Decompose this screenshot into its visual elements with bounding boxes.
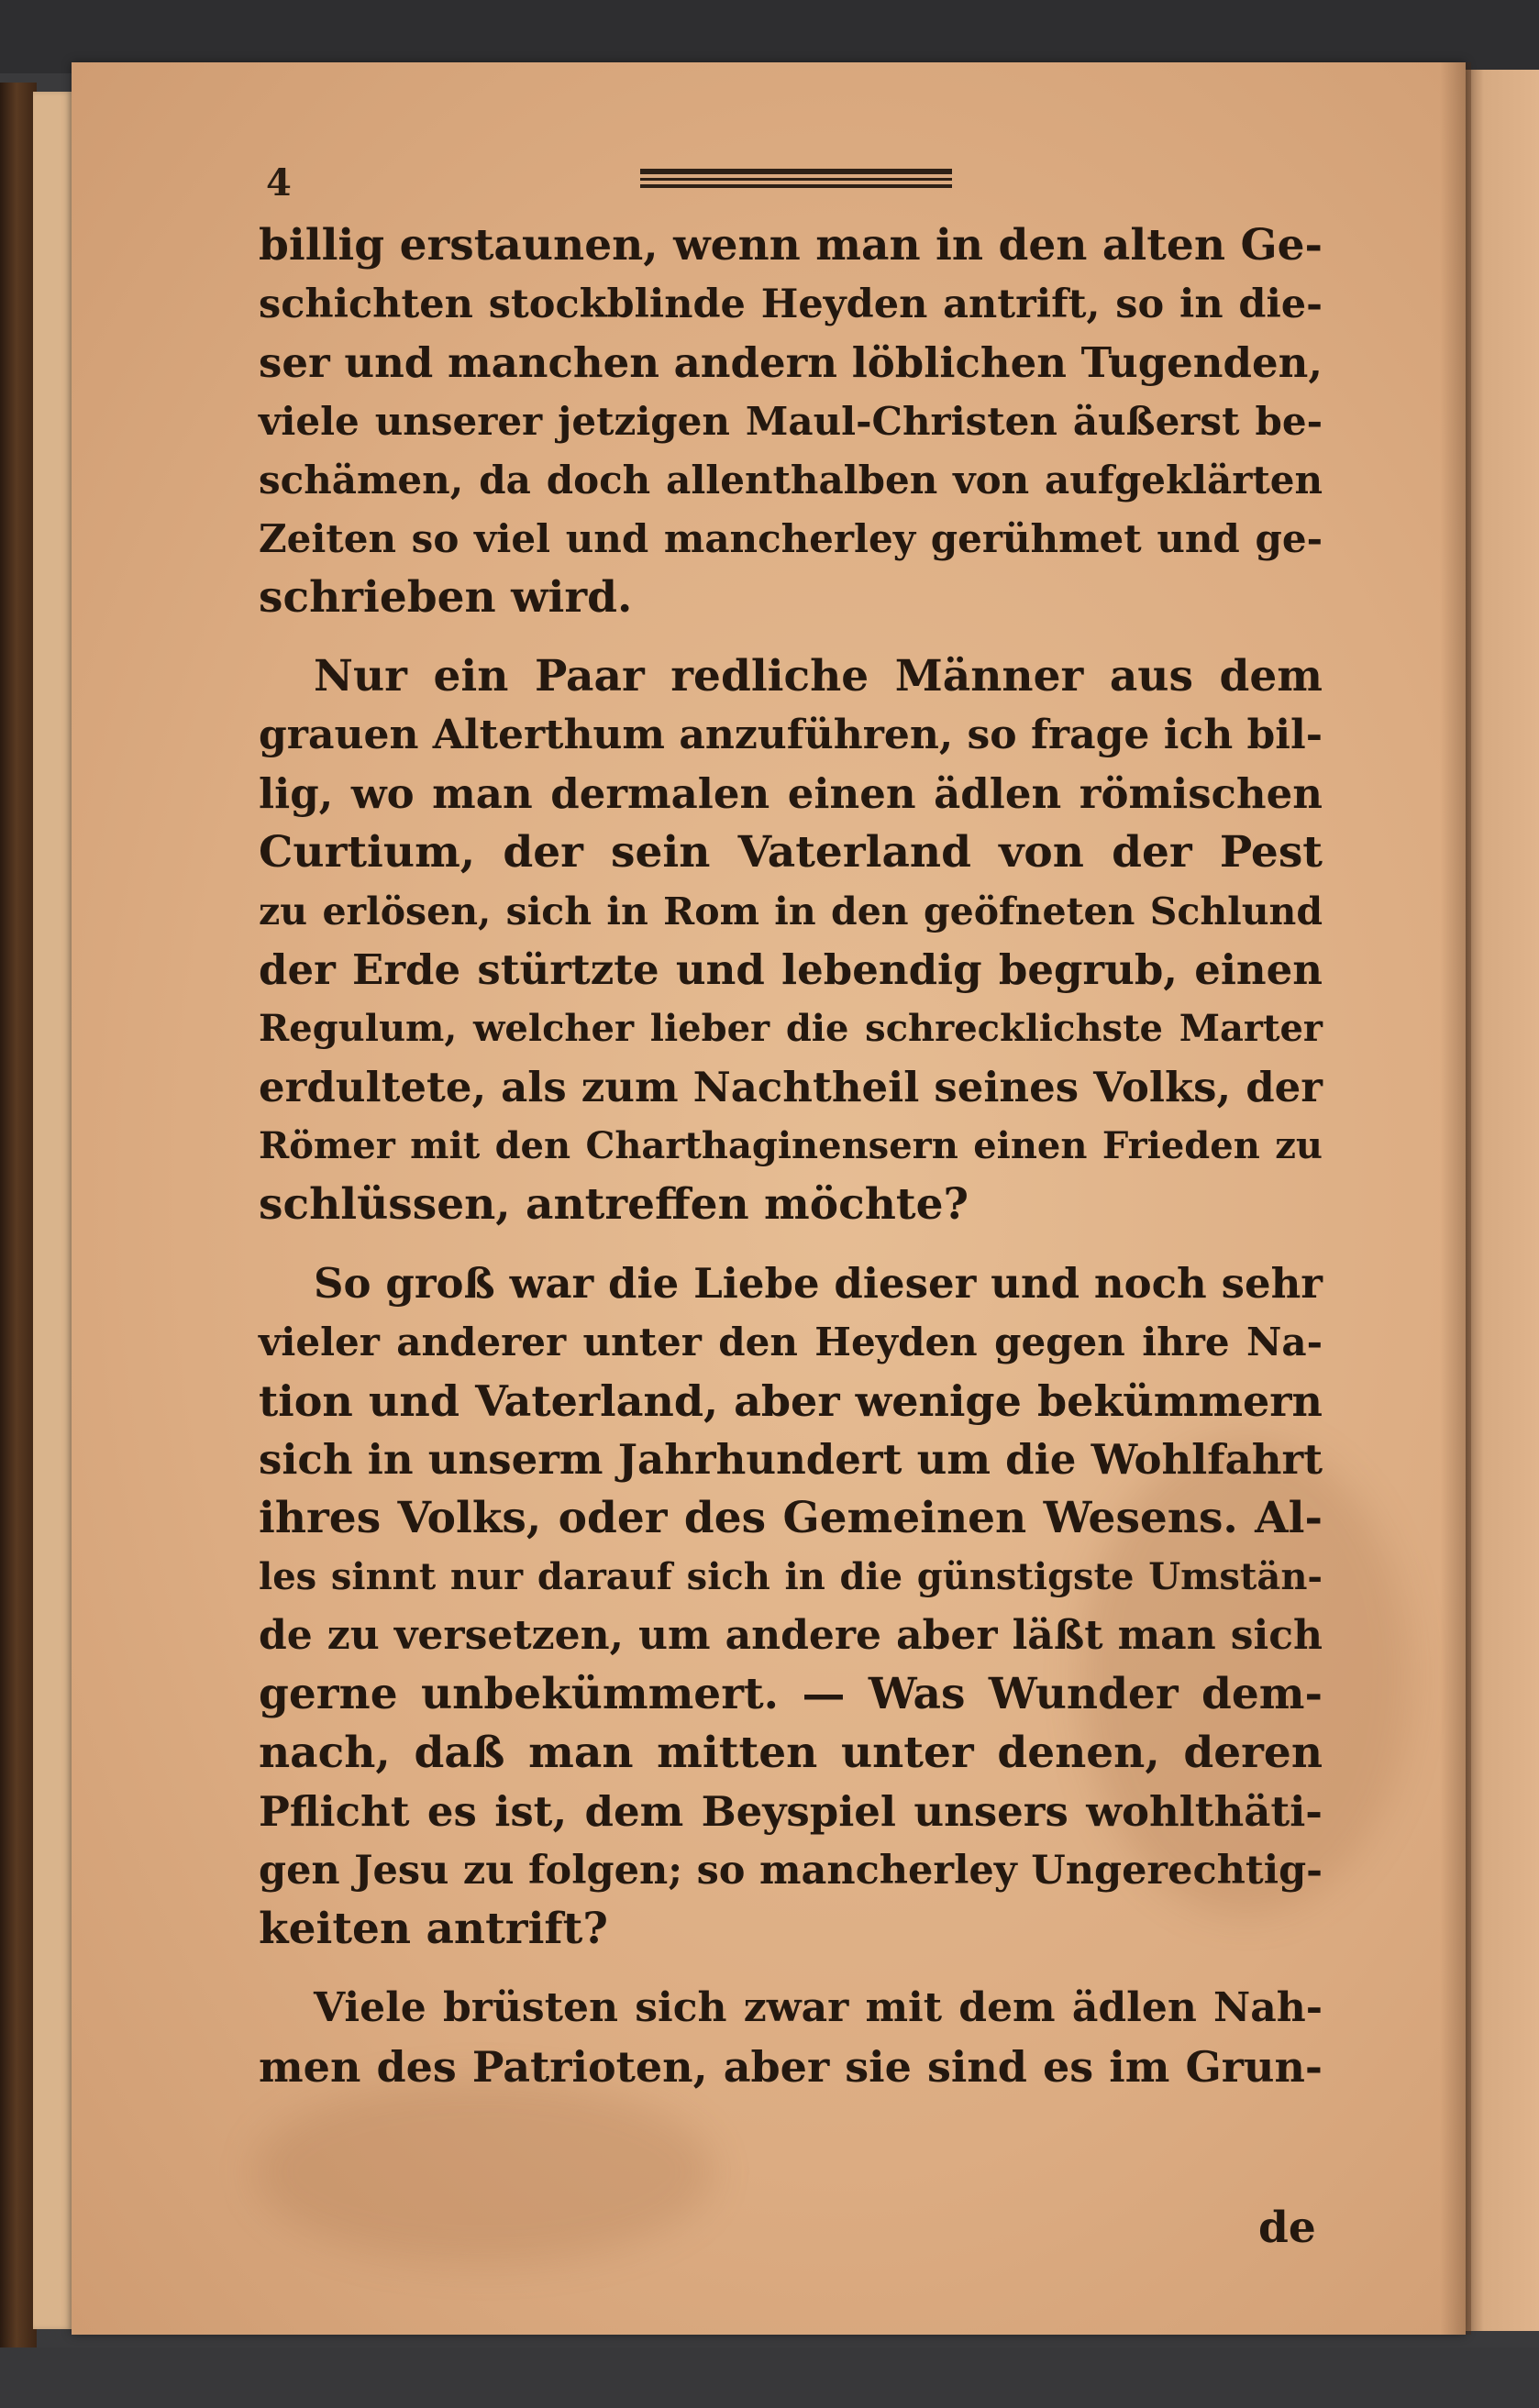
text-line: Curtium, der sein Vaterland von der Pest (259, 827, 1323, 878)
text-line: nach, daß man mitten unter denen, deren (259, 1728, 1323, 1778)
next-page-edge (1466, 70, 1539, 2331)
text-line: lig, wo man dermalen einen ädlen römischen (259, 769, 1323, 818)
body-text (259, 216, 1323, 2096)
page-number: 4 (266, 161, 292, 204)
text-line: billig erstaunen, wenn man in den alten Ge- (259, 220, 1323, 271)
text-line: sich in unserm Jahrhundert um die Wohlfahrt (259, 1435, 1323, 1484)
text-line: schrieben wird. (259, 572, 633, 623)
paragraph-3 (259, 1254, 1323, 1959)
text-line: schämen, da doch allenthalben von aufgeklärten (259, 458, 1323, 503)
text-line: gen Jesu zu folgen; so mancherley Ungerechtig- (259, 1848, 1323, 1894)
text-line: viele unserer jetzigen Maul-Christen äußerst be- (259, 399, 1323, 444)
text-line: grauen Alterthum anzuführen, so frage ich bil- (259, 712, 1323, 758)
text-line: tion und Vaterland, aber wenige bekümmern (259, 1376, 1323, 1426)
background-bottom (0, 2347, 1539, 2408)
text-line: So groß war die Liebe dieser und noch sehr (314, 1259, 1323, 1308)
header-ornament-rule (640, 165, 952, 189)
text-line: Pflicht es ist, dem Beyspiel unsers wohlthäti- (259, 1787, 1323, 1836)
book-cover-edge (0, 83, 37, 2347)
text-line: men des Patrioten, aber sie sind es im Grun- (259, 2042, 1323, 2092)
text-line: Zeiten so viel und mancherley gerühmet und ge- (259, 516, 1323, 561)
page-gutter-shadow (1440, 62, 1471, 2335)
catchword: de (1258, 2203, 1316, 2253)
text-line: erdultete, als zum Nachtheil seines Volks, der (259, 1063, 1323, 1111)
paragraph-4 (259, 1979, 1323, 2096)
text-line: Regulum, welcher lieber die schrecklichste Marter (259, 1007, 1323, 1050)
text-line: keiten antrift? (259, 1904, 608, 1954)
text-line: Nur ein Paar redliche Männer aus dem (314, 651, 1323, 701)
text-line: schlüssen, antreffen möchte? (259, 1179, 969, 1230)
text-line: zu erlösen, sich in Rom in den geöfneten Schlund (259, 889, 1323, 933)
text-line: ser und manchen andern löblichen Tugenden, (259, 338, 1323, 387)
paragraph-2 (259, 647, 1323, 1234)
text-line: Viele brüsten sich zwar mit dem ädlen Nah- (314, 1984, 1323, 2031)
text-line: vieler anderer unter den Heyden gegen ihre Na- (259, 1320, 1323, 1364)
text-line: ihres Volks, oder des Gemeinen Wesens. Al- (259, 1493, 1323, 1543)
text-line: schichten stockblinde Heyden antrift, so in die- (259, 282, 1323, 327)
paragraph-1 (259, 216, 1323, 627)
text-line: les sinnt nur darauf sich in die günstigste Umstän- (259, 1555, 1323, 1598)
text-line: de zu versetzen, um andere aber läßt man sich (259, 1612, 1323, 1659)
text-line: Römer mit den Charthaginensern einen Frieden zu (259, 1124, 1323, 1167)
paper-stain (255, 2080, 714, 2263)
flyleaf-edge (33, 92, 73, 2329)
text-line: gerne unbekümmert. — Was Wunder dem- (259, 1669, 1323, 1719)
text-line: der Erde stürtzte und lebendig begrub, einen (259, 945, 1323, 994)
